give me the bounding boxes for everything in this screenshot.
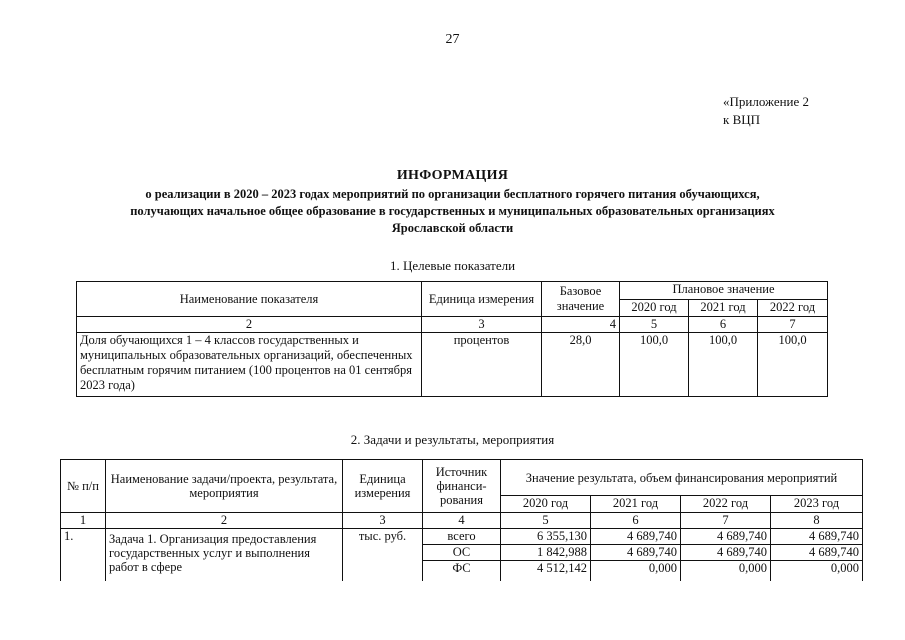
col-number: 6: [689, 317, 758, 333]
tasks-results-table: [60, 459, 863, 581]
col-number: 5: [620, 317, 689, 333]
funding-source-total: всего: [423, 529, 501, 545]
header-year-2020: 2020 год: [501, 496, 591, 513]
value-regional-2023: 4 689,740: [771, 545, 863, 561]
subtitle-line-1: о реализации в 2020 – 2023 годах мероприятий по организации бесплатного горячего питания обучающихся,: [145, 187, 760, 201]
header-unit: Единица измерения: [343, 460, 423, 513]
table-row: [77, 333, 828, 397]
header-number: № п/п: [61, 460, 106, 513]
header-indicator-name: Наименование показателя: [77, 282, 422, 317]
title-block: [40, 168, 865, 237]
header-year-2022: 2022 год: [681, 496, 771, 513]
value-federal-2023: 0,000: [771, 561, 863, 581]
col-number: 4: [542, 317, 620, 333]
value-regional-2022: 4 689,740: [681, 545, 771, 561]
col-number: 3: [422, 317, 542, 333]
indicator-unit: процентов: [422, 333, 542, 397]
header-unit: Единица измерения: [422, 282, 542, 317]
appendix-note: [723, 93, 809, 129]
document-subtitle: [40, 186, 865, 237]
task-number: 1.: [61, 529, 106, 581]
col-number: 4: [423, 513, 501, 529]
col-number: 7: [758, 317, 828, 333]
col-number: 1: [61, 513, 106, 529]
header-funding-source: Источник финанси-рования: [423, 460, 501, 513]
value-total-2021: 4 689,740: [591, 529, 681, 545]
header-task-name: Наименование задачи/проекта, результата, мероприятия: [106, 460, 343, 513]
appendix-line-2: к ВЦП: [723, 112, 761, 127]
header-year-2022: 2022 год: [758, 300, 828, 317]
header-year-2020: 2020 год: [620, 300, 689, 317]
appendix-line-1: «Приложение 2: [723, 94, 810, 109]
header-result-value: Значение результата, объем финансирования мероприятий: [501, 460, 863, 496]
value-federal-2022: 0,000: [681, 561, 771, 581]
indicator-base: 28,0: [542, 333, 620, 397]
col-number: 7: [681, 513, 771, 529]
indicator-value-2021: 100,0: [689, 333, 758, 397]
page-number: 27: [445, 32, 460, 47]
task-name: Задача 1. Организация предоставления государственных услуг и выполнения работ в сфере: [106, 529, 343, 581]
col-number: 5: [501, 513, 591, 529]
col-number: 3: [343, 513, 423, 529]
col-number: 2: [106, 513, 343, 529]
funding-source-federal: ФС: [423, 561, 501, 581]
header-base-value: Базовое значение: [542, 282, 620, 317]
indicator-name: Доля обучающихся 1 – 4 классов государственных и муниципальных образовательных организаций, обеспеченных бесплатным горячим питанием (100 процентов на 01 сентября 2023 года): [77, 333, 422, 397]
col-number: 8: [771, 513, 863, 529]
col-number: 6: [591, 513, 681, 529]
funding-source-regional: ОС: [423, 545, 501, 561]
header-year-2023: 2023 год: [771, 496, 863, 513]
section-1-heading: 1. Целевые показатели: [389, 258, 516, 273]
target-indicators-table: [76, 281, 828, 397]
value-total-2023: 4 689,740: [771, 529, 863, 545]
col-number: 2: [77, 317, 422, 333]
task-unit: тыс. руб.: [343, 529, 423, 581]
indicator-value-2020: 100,0: [620, 333, 689, 397]
value-federal-2020: 4 512,142: [501, 561, 591, 581]
value-total-2020: 6 355,130: [501, 529, 591, 545]
value-total-2022: 4 689,740: [681, 529, 771, 545]
subtitle-line-3: Ярославской области: [391, 221, 514, 235]
header-planned-value: Плановое значение: [620, 282, 828, 300]
value-regional-2021: 4 689,740: [591, 545, 681, 561]
value-federal-2021: 0,000: [591, 561, 681, 581]
header-year-2021: 2021 год: [689, 300, 758, 317]
section-2-heading: 2. Задачи и результаты, мероприятия: [350, 432, 555, 447]
value-regional-2020: 1 842,988: [501, 545, 591, 561]
header-year-2021: 2021 год: [591, 496, 681, 513]
document-title: ИНФОРМАЦИЯ: [396, 168, 509, 183]
indicator-value-2022: 100,0: [758, 333, 828, 397]
table-row: [61, 529, 863, 545]
subtitle-line-2: получающих начальное общее образование в государственных и муниципальных образовательных организациях: [130, 204, 775, 218]
